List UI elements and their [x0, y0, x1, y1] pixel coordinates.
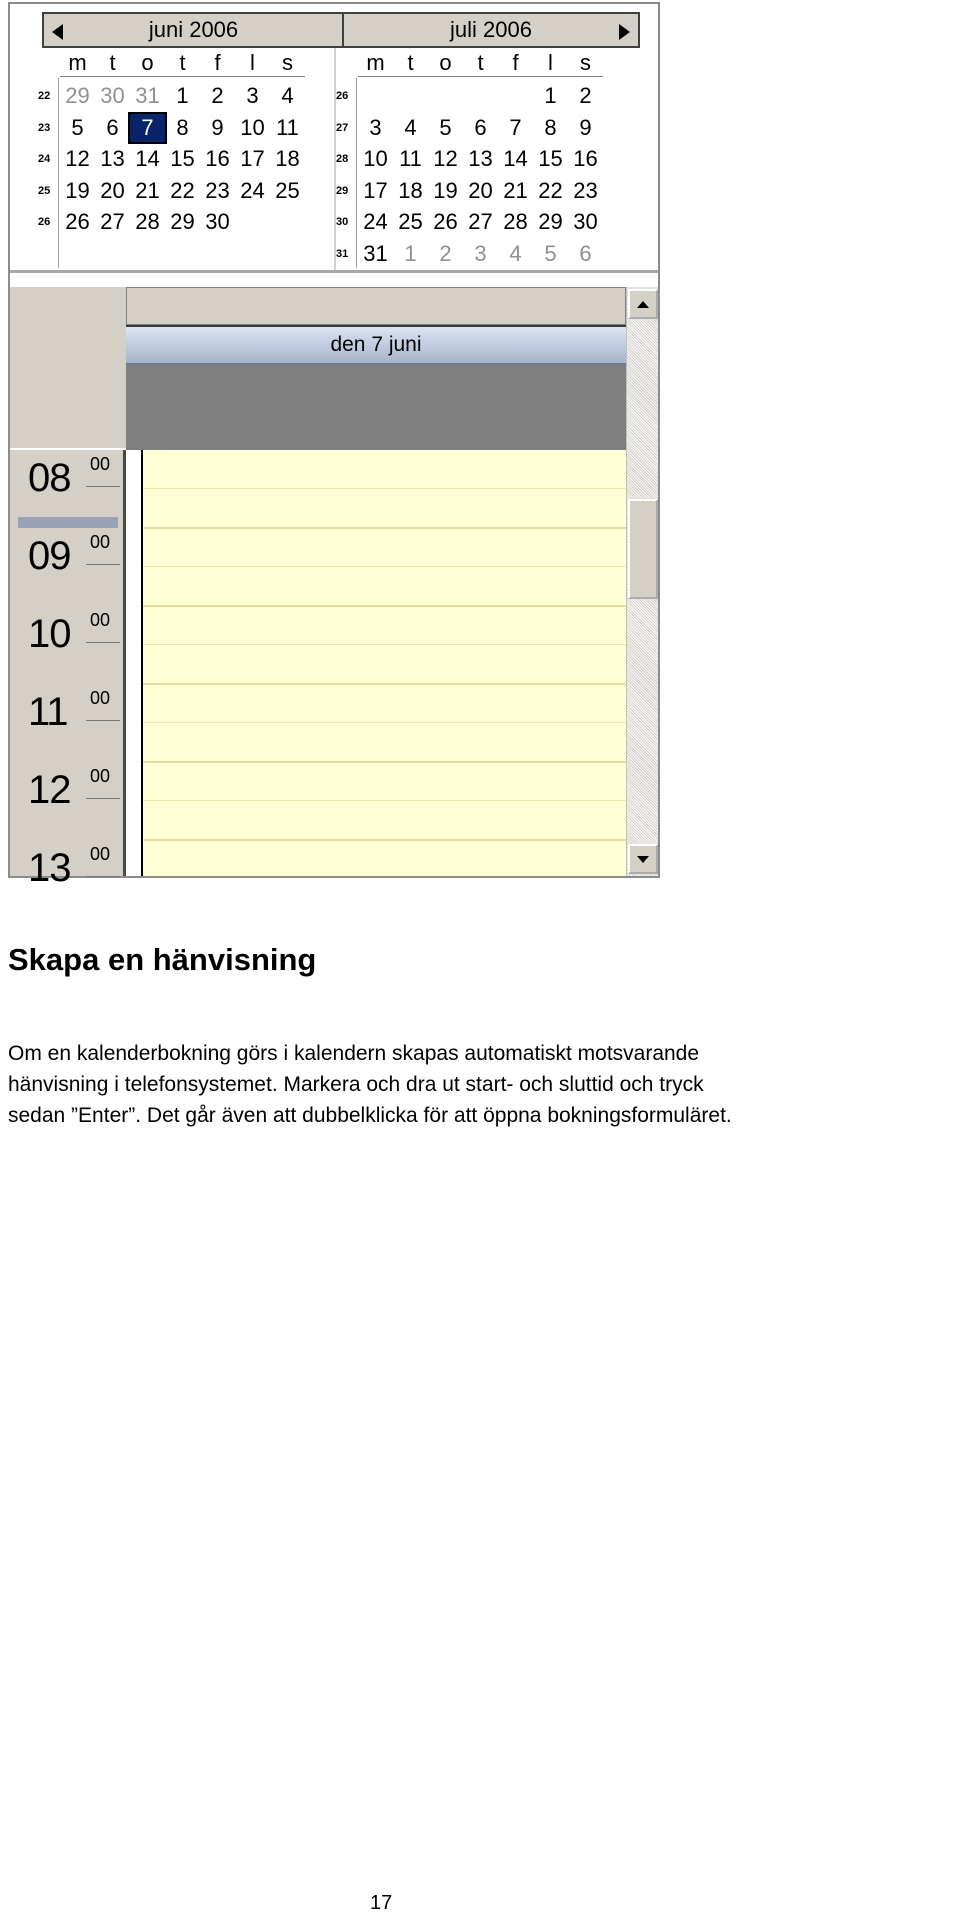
hour-label: 12 [28, 768, 71, 812]
week-number: 29 [336, 184, 349, 197]
page-number: 17 [370, 1892, 393, 1914]
minute-label: 00 [90, 610, 111, 630]
day-cell[interactable]: 13 [100, 146, 125, 171]
body-line: Om en kalenderbokning görs i kalendern skapas automatiskt motsvarande [8, 1042, 700, 1065]
weekday-label: o [141, 50, 154, 75]
day-cell[interactable]: 21 [503, 177, 528, 203]
day-cell[interactable]: 27 [468, 209, 493, 234]
week-row [38, 175, 305, 207]
minute-label: 00 [90, 454, 111, 474]
day-cell[interactable]: 4 [509, 240, 522, 266]
scroll-down-button[interactable] [628, 844, 658, 874]
day-cell[interactable]: 25 [275, 177, 300, 203]
minute-label: 00 [90, 532, 111, 552]
weekday-label: o [439, 50, 452, 75]
day-cell[interactable]: 6 [106, 114, 119, 140]
hour-label: 08 [28, 456, 71, 500]
day-cell[interactable]: 31 [363, 240, 388, 266]
day-cell [270, 208, 305, 236]
week-number: 30 [336, 216, 349, 228]
arrow-up-icon [637, 301, 649, 308]
hour-divider [143, 839, 626, 841]
calendar-screenshot [8, 2, 660, 890]
time-slot[interactable] [18, 762, 118, 840]
week-number: 23 [38, 121, 51, 134]
day-cell[interactable]: 25 [398, 209, 423, 234]
day-cell[interactable]: 29 [538, 209, 563, 234]
month-title: juni 2006 [148, 17, 239, 42]
week-row [336, 238, 603, 270]
week-number: 26 [336, 90, 349, 102]
week-row [336, 143, 603, 175]
day-cell[interactable]: 26 [65, 209, 90, 234]
slot-separator [86, 486, 120, 487]
day-cell[interactable]: 5 [71, 114, 84, 140]
day-cell[interactable]: 27 [100, 209, 125, 234]
day-cell[interactable]: 29 [65, 83, 90, 108]
selected-day-cell[interactable]: 7 [130, 114, 165, 142]
week-number: 24 [38, 153, 51, 165]
day-cell[interactable]: 2 [211, 83, 224, 108]
slot-separator [86, 798, 120, 799]
day-cell[interactable]: 5 [439, 114, 452, 140]
day-cell[interactable]: 23 [205, 177, 230, 203]
day-cell[interactable]: 30 [100, 83, 125, 108]
week-number: 25 [38, 184, 51, 197]
day-cell[interactable]: 22 [538, 177, 563, 203]
weekday-row [358, 50, 603, 77]
day-cell[interactable]: 20 [468, 177, 493, 203]
weekday-label: t [179, 50, 186, 75]
date-navigator [10, 4, 658, 273]
day-cell[interactable]: 9 [579, 114, 592, 140]
day-cell [498, 82, 533, 110]
day-cell[interactable]: 21 [135, 177, 160, 203]
day-cell [358, 82, 393, 110]
day-cell[interactable]: 8 [544, 114, 557, 140]
time-slot[interactable] [18, 450, 118, 528]
time-slot[interactable] [18, 606, 118, 684]
day-cell[interactable]: 12 [433, 146, 458, 171]
hour-label: 11 [28, 690, 68, 734]
slot-separator [86, 876, 120, 877]
all-day-strip[interactable] [126, 287, 626, 325]
day-cell[interactable]: 7 [509, 114, 522, 140]
weekday-label: s [580, 50, 591, 75]
day-cell[interactable]: 1 [404, 240, 417, 266]
appointment-area[interactable] [141, 450, 626, 876]
day-header[interactable]: den 7 juni [126, 325, 626, 365]
day-cell[interactable]: 8 [176, 114, 189, 140]
day-cell[interactable]: 4 [281, 83, 294, 108]
week-number: 22 [38, 90, 51, 102]
day-cell[interactable]: 15 [538, 146, 563, 171]
weekday-label: t [109, 50, 116, 75]
day-cell[interactable]: 11 [276, 114, 299, 140]
weekday-label: l [250, 50, 255, 75]
slot-separator [86, 720, 120, 721]
day-cell[interactable]: 30 [573, 209, 598, 234]
day-cell[interactable]: 17 [240, 146, 265, 171]
day-cell[interactable]: 10 [240, 114, 265, 140]
arrow-down-icon [637, 856, 649, 863]
week-number: 27 [336, 121, 349, 134]
minute-label: 00 [90, 844, 111, 864]
minute-label: 00 [90, 766, 111, 786]
week-row [38, 206, 305, 238]
day-cell[interactable]: 28 [503, 209, 528, 234]
day-cell[interactable]: 17 [363, 177, 388, 203]
week-row [336, 206, 603, 238]
month-title: juli 2006 [450, 17, 532, 42]
weekday-label: l [548, 50, 553, 75]
hour-divider [143, 683, 626, 685]
day-cell[interactable]: 31 [135, 83, 160, 108]
day-cell[interactable]: 19 [65, 177, 90, 203]
week-row [38, 112, 305, 144]
weekday-label: f [512, 50, 519, 75]
body-paragraph [8, 1038, 960, 1131]
week-number: 26 [38, 216, 51, 228]
day-cell[interactable]: 5 [544, 240, 557, 266]
weekday-row [60, 50, 305, 77]
day-cell[interactable]: 13 [468, 146, 493, 171]
day-cell[interactable]: 2 [579, 83, 592, 108]
week-row [336, 175, 603, 207]
day-cell[interactable]: 15 [170, 146, 195, 171]
next-month-arrow-icon[interactable] [619, 24, 630, 40]
scroll-thumb[interactable] [628, 499, 658, 599]
day-cell[interactable]: 1 [176, 83, 189, 108]
day-cell[interactable]: 3 [246, 83, 259, 108]
body-line: sedan ”Enter”. Det går även att dubbelklicka för att öppna bokningsformuläret. [8, 1104, 732, 1127]
day-cell[interactable]: 30 [205, 209, 230, 234]
day-cell [463, 82, 498, 110]
day-cell[interactable]: 14 [135, 146, 160, 171]
previous-month-arrow-icon[interactable] [52, 24, 63, 40]
weekday-label: m [366, 50, 385, 75]
day-cell [428, 82, 463, 110]
day-cell[interactable]: 11 [399, 146, 422, 171]
day-cell[interactable]: 2 [439, 240, 452, 266]
week-number: 28 [336, 153, 349, 165]
time-gutter [10, 287, 126, 890]
week-row [336, 80, 603, 112]
day-cell[interactable]: 3 [474, 240, 487, 266]
hour-label: 10 [28, 612, 71, 656]
hour-divider [143, 605, 626, 607]
day-cell[interactable]: 6 [579, 240, 592, 266]
day-cell[interactable]: 3 [369, 114, 382, 140]
day-cell[interactable]: 12 [65, 146, 90, 171]
month-header-july [342, 12, 640, 48]
weekday-label: m [68, 50, 87, 75]
gutter-top [10, 287, 126, 450]
weekday-label: t [407, 50, 414, 75]
day-cell[interactable]: 10 [363, 146, 388, 171]
weekday-label: s [282, 50, 293, 75]
day-cell[interactable]: 16 [205, 146, 230, 171]
slot-separator [86, 564, 120, 565]
day-cell[interactable]: 16 [573, 146, 598, 171]
time-slot[interactable] [18, 684, 118, 762]
day-cell [235, 208, 270, 236]
day-cell[interactable]: 18 [398, 177, 423, 203]
slot-separator [86, 642, 120, 643]
body-line: hänvisning i telefonsystemet. Markera och dra ut start- och sluttid och tryck [8, 1073, 704, 1096]
day-cell[interactable]: 23 [573, 177, 598, 203]
week-row [38, 143, 305, 175]
day-cell[interactable]: 20 [100, 177, 125, 203]
hour-label: 09 [28, 534, 71, 578]
time-slot[interactable] [18, 528, 118, 606]
week-number: 31 [336, 247, 349, 260]
week-row [38, 80, 305, 112]
day-view [10, 287, 658, 890]
minute-label: 00 [90, 688, 111, 708]
day-cell[interactable]: 6 [474, 114, 487, 140]
day-cell[interactable]: 4 [404, 114, 417, 140]
day-cell[interactable]: 22 [170, 177, 195, 203]
day-cell[interactable]: 1 [544, 83, 557, 108]
day-cell[interactable]: 28 [135, 209, 160, 234]
day-cell[interactable]: 9 [211, 114, 224, 140]
day-cell[interactable]: 24 [363, 209, 388, 234]
day-cell[interactable]: 14 [503, 146, 528, 171]
day-cell[interactable]: 29 [170, 209, 195, 234]
vertical-scrollbar[interactable] [626, 287, 658, 876]
day-cell[interactable]: 19 [433, 177, 458, 203]
day-cell[interactable]: 26 [433, 209, 458, 234]
day-cell[interactable]: 24 [240, 177, 265, 203]
hour-divider [143, 527, 626, 529]
weekday-label: f [214, 50, 221, 75]
hour-divider [143, 761, 626, 763]
time-slot[interactable] [18, 840, 118, 918]
day-cell[interactable]: 18 [275, 146, 300, 171]
hour-label: 13 [28, 846, 71, 890]
day-header-area [126, 287, 626, 450]
scroll-up-button[interactable] [628, 289, 658, 319]
day-cell [393, 82, 428, 110]
month-header-june [42, 12, 344, 48]
weekday-label: t [477, 50, 484, 75]
week-row [336, 112, 603, 144]
section-heading: Skapa en hänvisning [8, 942, 317, 977]
